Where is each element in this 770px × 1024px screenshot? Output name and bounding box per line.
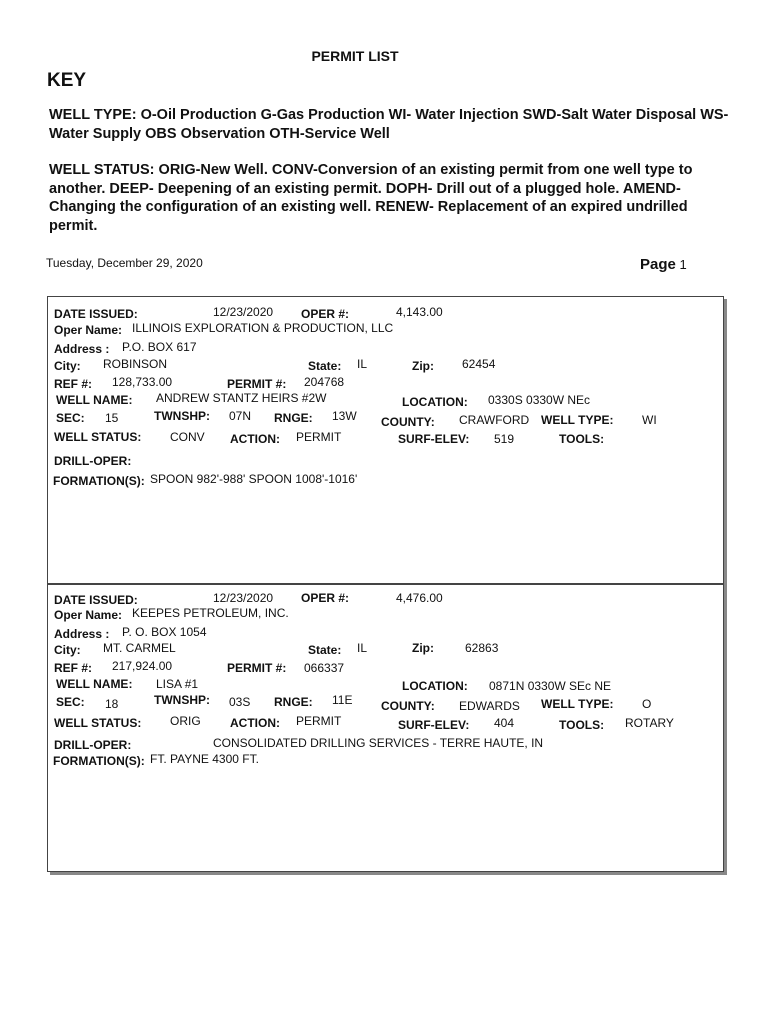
oper-name-label: Oper Name: [54, 608, 123, 622]
well-status-label: WELL STATUS: [54, 716, 142, 730]
ref-no-label: REF #: [54, 377, 93, 391]
oper-no-label: OPER #: [301, 307, 350, 321]
date-issued-label: DATE ISSUED: [54, 593, 138, 607]
well-type-label: WELL TYPE: [541, 697, 614, 711]
rnge-value: 13W [332, 409, 357, 423]
permit-no-value: 204768 [304, 375, 345, 389]
sec-value: 15 [105, 411, 119, 425]
address-label: Address : [54, 342, 110, 356]
action-label: ACTION: [230, 716, 280, 730]
ref-no-value: 128,733.00 [112, 375, 173, 389]
county-label: COUNTY: [381, 415, 435, 429]
county-label: COUNTY: [381, 699, 435, 713]
action-value: PERMIT [296, 430, 342, 444]
rnge-value: 11E [332, 693, 353, 707]
drill-oper-label: DRILL-OPER: [54, 454, 132, 468]
well-status-value: CONV [170, 430, 205, 444]
well-name-value: ANDREW STANTZ HEIRS #2W [156, 391, 327, 405]
date-issued-value: 12/23/2020 [213, 305, 274, 319]
well-type-value: O [642, 697, 652, 711]
tools-label: TOOLS: [559, 718, 605, 732]
rnge-label: RNGE: [274, 695, 313, 709]
county-value: CRAWFORD [459, 413, 530, 427]
permit-no-value: 066337 [304, 661, 345, 675]
twnshp-label: TWNSHP: [154, 693, 210, 707]
page-title: PERMIT LIST [311, 48, 399, 64]
ref-no-value: 217,924.00 [112, 659, 173, 673]
well-type-label: WELL TYPE: [541, 413, 614, 427]
oper-name-label: Oper Name: [54, 323, 123, 337]
address-value: P. O. BOX 1054 [122, 625, 207, 639]
zip-value: 62454 [462, 357, 496, 371]
tools-label: TOOLS: [559, 432, 605, 446]
well-name-label: WELL NAME: [56, 677, 133, 691]
drill-oper-label: DRILL-OPER: [54, 738, 132, 752]
surf-elev-label: SURF-ELEV: [398, 718, 470, 732]
surf-elev-label: SURF-ELEV: [398, 432, 470, 446]
formations-label: FORMATION(S): [53, 474, 145, 488]
twnshp-label: TWNSHP: [154, 409, 210, 423]
report-date: Tuesday, December 29, 2020 [46, 256, 203, 270]
formations-value: FT. PAYNE 4300 FT. [150, 752, 259, 766]
oper-no-value: 4,476.00 [396, 591, 443, 605]
key-well-type: WELL TYPE: O-Oil Production G-Gas Production WI- Water Injection SWD-Salt Water Disposal WS-Water Supply OBS Observation OTH-Service Well [49, 107, 729, 142]
permit-no-label: PERMIT #: [227, 661, 287, 675]
sec-label: SEC: [56, 695, 85, 709]
formations-value: SPOON 982'-988' SPOON 1008'-1016' [150, 472, 358, 486]
well-type-value: WI [642, 413, 657, 427]
oper-no-label: OPER #: [301, 591, 350, 605]
action-label: ACTION: [230, 432, 280, 446]
county-value: EDWARDS [459, 699, 520, 713]
location-value: 0871N 0330W SEc NE [489, 679, 612, 693]
location-label: LOCATION: [402, 679, 468, 693]
oper-name-value: ILLINOIS EXPLORATION & PRODUCTION, LLC [132, 321, 394, 335]
page-label: Page [640, 256, 676, 273]
date-issued-label: DATE ISSUED: [54, 307, 138, 321]
tools-value: ROTARY [625, 716, 674, 730]
city-label: City: [54, 643, 81, 657]
state-label: State: [308, 359, 342, 373]
page-number [640, 256, 687, 273]
rnge-label: RNGE: [274, 411, 313, 425]
address-value: P.O. BOX 617 [122, 340, 197, 354]
twnshp-value: 03S [229, 695, 251, 709]
zip-value: 62863 [465, 641, 499, 655]
date-issued-value: 12/23/2020 [213, 591, 274, 605]
city-value: ROBINSON [103, 357, 168, 371]
twnshp-value: 07N [229, 409, 252, 423]
well-status-value: ORIG [170, 714, 201, 728]
permit-record [47, 296, 724, 584]
key-well-status: WELL STATUS: ORIG-New Well. CONV-Conversion of an existing permit from one well type to another. DEEP- Deepening of an existing permit. DOPH- Drill out of a plugged hole. AMEND-Changing the configuration of an existing well. RENEW- Replacement of an expired undrilled permit. [49, 162, 693, 234]
state-value: IL [357, 357, 368, 371]
city-label: City: [54, 359, 81, 373]
address-label: Address : [54, 627, 110, 641]
ref-no-label: REF #: [54, 661, 93, 675]
page-number-value: 1 [679, 257, 687, 272]
location-label: LOCATION: [402, 395, 468, 409]
permit-no-label: PERMIT #: [227, 377, 287, 391]
surf-elev-value: 404 [494, 716, 515, 730]
drill-oper-value: CONSOLIDATED DRILLING SERVICES - TERRE HAUTE, IN [213, 736, 544, 750]
formations-label: FORMATION(S): [53, 754, 145, 768]
surf-elev-value: 519 [494, 432, 515, 446]
key-heading: KEY [47, 70, 87, 91]
action-value: PERMIT [296, 714, 342, 728]
oper-no-value: 4,143.00 [396, 305, 443, 319]
well-name-label: WELL NAME: [56, 393, 133, 407]
zip-label: Zip: [412, 641, 434, 655]
city-value: MT. CARMEL [103, 641, 176, 655]
state-label: State: [308, 643, 342, 657]
state-value: IL [357, 641, 368, 655]
zip-label: Zip: [412, 359, 434, 373]
well-name-value: LISA #1 [156, 677, 199, 691]
oper-name-value: KEEPES PETROLEUM, INC. [132, 606, 289, 620]
permit-record [47, 584, 724, 872]
location-value: 0330S 0330W NEc [488, 393, 591, 407]
well-status-label: WELL STATUS: [54, 430, 142, 444]
sec-label: SEC: [56, 411, 85, 425]
sec-value: 18 [105, 697, 119, 711]
